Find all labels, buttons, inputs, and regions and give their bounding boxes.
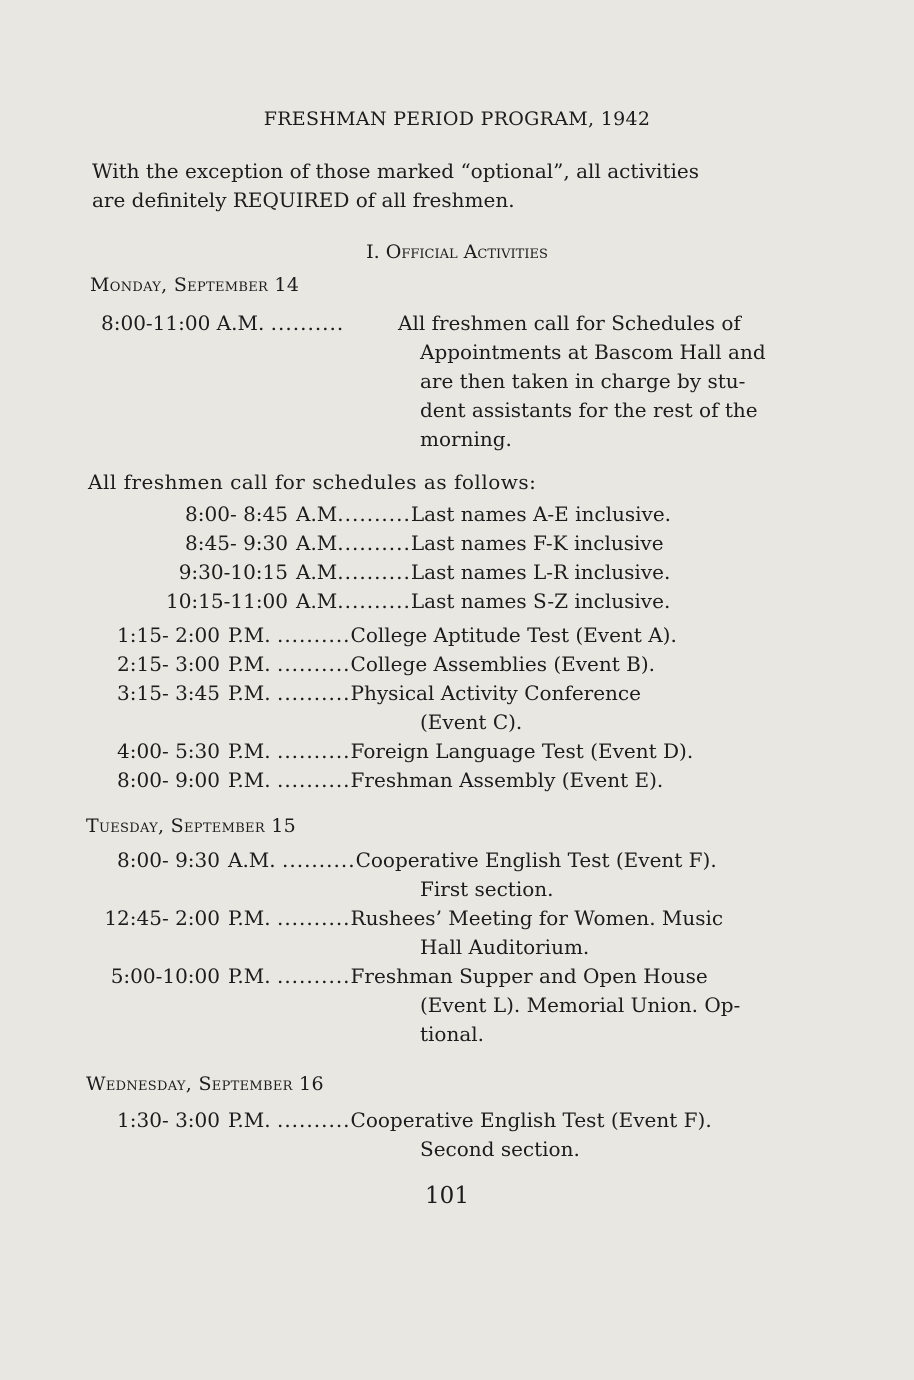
time-range: 3:15- 3:45 bbox=[117, 681, 220, 705]
time-suffix: A.M..........Last names S-Z inclusive. bbox=[296, 589, 671, 613]
time-range: 8:45- 9:30 bbox=[185, 531, 288, 555]
time-range: 5:00-10:00 bbox=[110, 964, 220, 988]
time-suffix: P.M. ..........Freshman Supper and Open House bbox=[228, 964, 708, 988]
time-range: 1:15- 2:00 bbox=[117, 623, 220, 647]
day-heading-wednesday: Wednesday, September 16 bbox=[86, 1073, 324, 1095]
time-ampm: A.M. bbox=[216, 311, 265, 335]
intro-paragraph bbox=[92, 157, 822, 215]
time-suffix: P.M. ..........College Aptitude Test (Event A). bbox=[228, 623, 677, 647]
time-range: 8:00- 9:30 bbox=[117, 848, 220, 872]
entry-time bbox=[101, 309, 344, 338]
time-range: 9:30-10:15 bbox=[178, 560, 288, 584]
time-suffix: A.M. ..........Cooperative English Test (Event F). bbox=[228, 848, 717, 872]
entry-desc-line: dent assistants for the rest of the bbox=[420, 398, 758, 422]
schedule-intro: All freshmen call for schedules as follows: bbox=[88, 470, 537, 494]
time-range: 8:00-11:00 bbox=[101, 311, 211, 335]
entry-desc-line: (Event L). Memorial Union. Op- bbox=[420, 993, 741, 1017]
time-range: 2:15- 3:00 bbox=[117, 652, 220, 676]
day-heading-tuesday: Tuesday, September 15 bbox=[86, 815, 297, 837]
time-suffix: A.M..........Last names L-R inclusive. bbox=[296, 560, 671, 584]
time-range: 8:00- 9:00 bbox=[117, 768, 220, 792]
time-suffix: P.M. ..........Rushees’ Meeting for Women. Music bbox=[228, 906, 724, 930]
section-title: Official Activities bbox=[385, 241, 548, 263]
time-range: 10:15-11:00 bbox=[165, 589, 288, 613]
day-heading-monday: Monday, September 14 bbox=[90, 274, 300, 296]
schedule-entry bbox=[0, 309, 914, 454]
entry-desc-line: First section. bbox=[420, 877, 554, 901]
entry-desc-line: tional. bbox=[420, 1022, 485, 1046]
time-suffix: P.M. ..........Foreign Language Test (Event D). bbox=[228, 739, 694, 763]
entry-desc-line: (Event C). bbox=[420, 710, 523, 734]
entry-desc-line: Hall Auditorium. bbox=[420, 935, 590, 959]
time-range: 1:30- 3:00 bbox=[117, 1108, 220, 1132]
section-number: I. bbox=[366, 241, 380, 263]
time-range: 4:00- 5:30 bbox=[117, 739, 220, 763]
entry-desc-line: are then taken in charge by stu- bbox=[420, 369, 746, 393]
intro-line: With the exception of those marked “optional”, all activities bbox=[92, 159, 699, 183]
entry-desc-line: All freshmen call for Schedules of bbox=[398, 311, 741, 335]
entry-desc-line: morning. bbox=[420, 427, 512, 451]
time-suffix: P.M. ..........Cooperative English Test (Event F). bbox=[228, 1108, 712, 1132]
time-suffix: P.M. ..........College Assemblies (Event B). bbox=[228, 652, 656, 676]
time-suffix: P.M. ..........Freshman Assembly (Event E). bbox=[228, 768, 664, 792]
page-number: 101 bbox=[425, 1183, 469, 1209]
time-suffix: A.M..........Last names A-E inclusive. bbox=[296, 502, 672, 526]
section-heading bbox=[0, 241, 914, 263]
time-suffix: P.M. ..........Physical Activity Conference bbox=[228, 681, 641, 705]
entry-desc-line: Appointments at Bascom Hall and bbox=[420, 340, 766, 364]
page-title: FRESHMAN PERIOD PROGRAM, 1942 bbox=[263, 108, 651, 130]
time-suffix: A.M..........Last names F-K inclusive bbox=[296, 531, 664, 555]
intro-line: are definitely REQUIRED of all freshmen. bbox=[92, 188, 515, 212]
time-range: 12:45- 2:00 bbox=[104, 906, 220, 930]
time-range: 8:00- 8:45 bbox=[185, 502, 288, 526]
entry-desc-line: Second section. bbox=[420, 1137, 580, 1161]
leader-dots: .......... bbox=[270, 311, 345, 335]
